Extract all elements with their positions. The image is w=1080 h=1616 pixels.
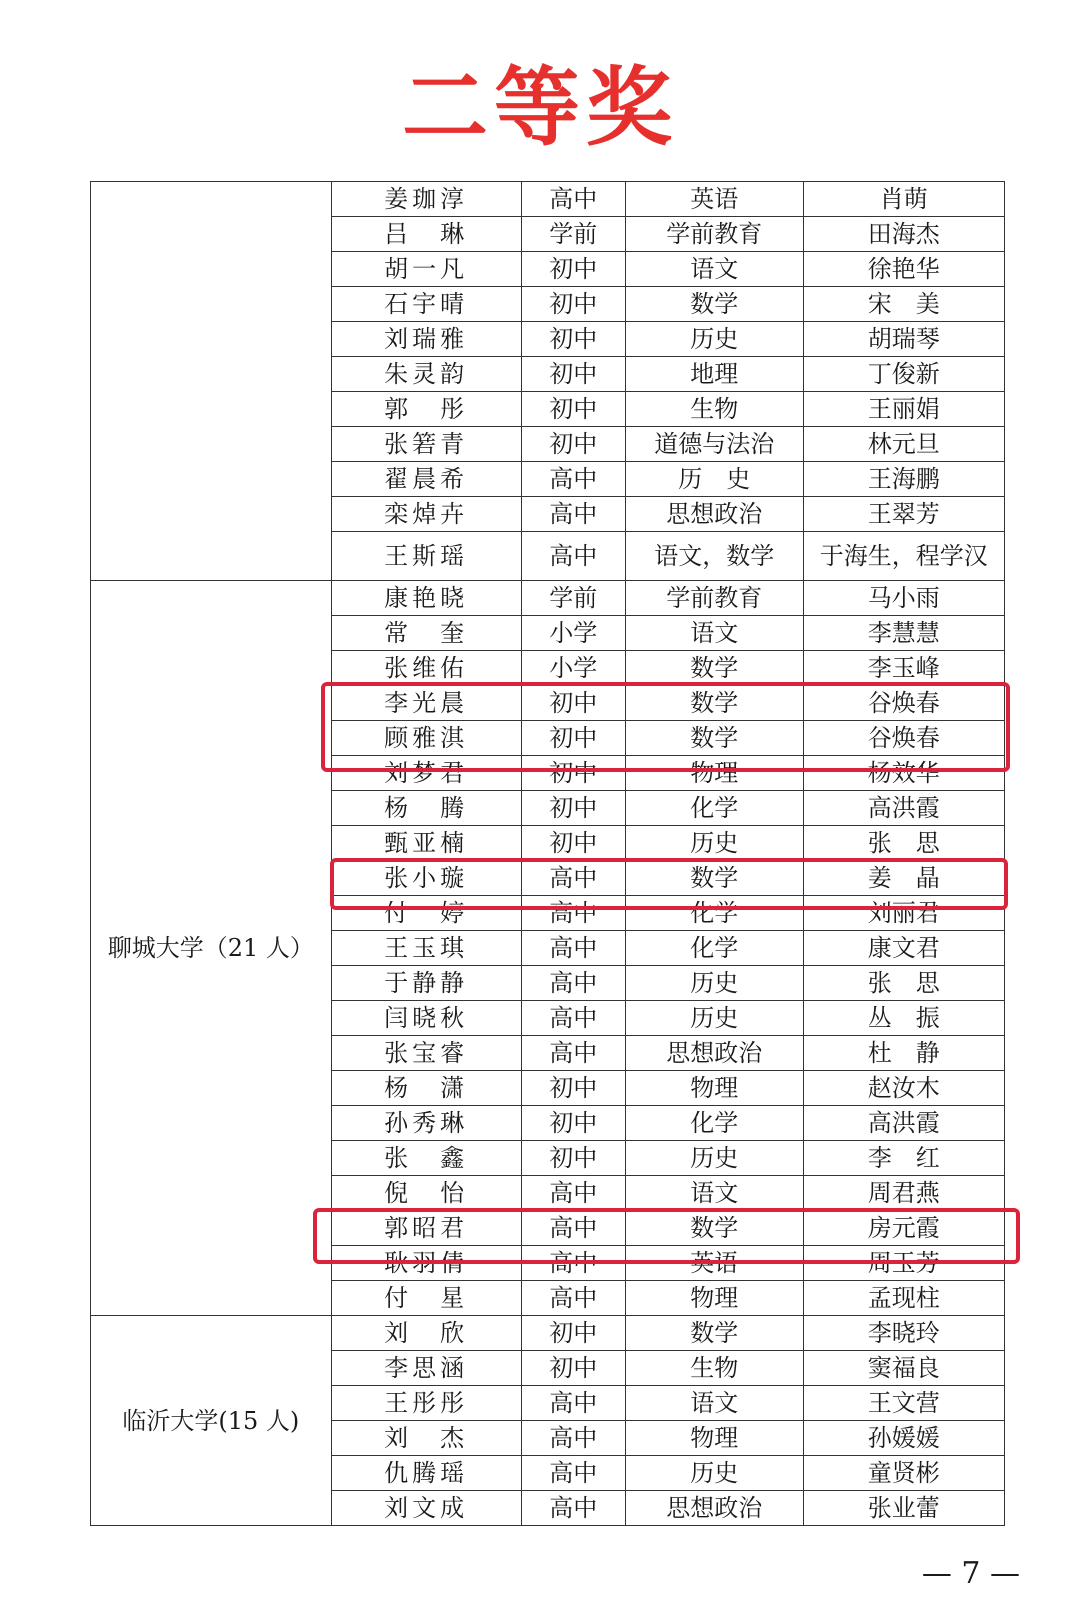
- school-cell: 临沂大学(15 人): [91, 1316, 332, 1526]
- school-stage-cell: 小学: [521, 651, 625, 686]
- teacher-cell: 李晓玲: [803, 1316, 1004, 1351]
- school-stage-cell: 高中: [521, 931, 625, 966]
- teacher-cell: 宋 美: [803, 287, 1004, 322]
- student-name-cell: 王斯瑶: [331, 532, 521, 581]
- subject-cell: 数学: [625, 861, 803, 896]
- school-stage-cell: 初中: [521, 721, 625, 756]
- teacher-cell: 王翠芳: [803, 497, 1004, 532]
- student-name-cell: 耿羽倩: [331, 1246, 521, 1281]
- school-stage-cell: 高中: [521, 1281, 625, 1316]
- teacher-cell: 高洪霞: [803, 791, 1004, 826]
- subject-cell: 数学: [625, 721, 803, 756]
- subject-cell: 语文，数学: [625, 532, 803, 581]
- subject-cell: 数学: [625, 287, 803, 322]
- school-stage-cell: 初中: [521, 826, 625, 861]
- award-table-body: [91, 182, 1005, 1526]
- subject-cell: 化学: [625, 1106, 803, 1141]
- teacher-cell: 杜 静: [803, 1036, 1004, 1071]
- subject-cell: 语文: [625, 616, 803, 651]
- student-name-cell: 郭 彤: [331, 392, 521, 427]
- subject-cell: 语文: [625, 1176, 803, 1211]
- subject-cell: 思想政治: [625, 1491, 803, 1526]
- teacher-cell: 康文君: [803, 931, 1004, 966]
- subject-cell: 历史: [625, 1001, 803, 1036]
- teacher-cell: 田海杰: [803, 217, 1004, 252]
- subject-cell: 英语: [625, 182, 803, 217]
- table-row: [91, 1316, 1005, 1351]
- school-stage-cell: 高中: [521, 1001, 625, 1036]
- school-stage-cell: 高中: [521, 1456, 625, 1491]
- subject-cell: 化学: [625, 896, 803, 931]
- teacher-cell: 张业蕾: [803, 1491, 1004, 1526]
- school-stage-cell: 初中: [521, 1106, 625, 1141]
- student-name-cell: 甄亚楠: [331, 826, 521, 861]
- teacher-cell: 王丽娟: [803, 392, 1004, 427]
- subject-cell: 历史: [625, 826, 803, 861]
- student-name-cell: 张维佑: [331, 651, 521, 686]
- award-table: [90, 181, 1005, 1526]
- subject-cell: 语文: [625, 1386, 803, 1421]
- school-stage-cell: 小学: [521, 616, 625, 651]
- student-name-cell: 杨 腾: [331, 791, 521, 826]
- school-stage-cell: 初中: [521, 756, 625, 791]
- student-name-cell: 刘瑞雅: [331, 322, 521, 357]
- subject-cell: 历史: [625, 322, 803, 357]
- student-name-cell: 康艳晓: [331, 581, 521, 616]
- student-name-cell: 于静静: [331, 966, 521, 1001]
- school-stage-cell: 高中: [521, 1246, 625, 1281]
- school-stage-cell: 初中: [521, 427, 625, 462]
- school-stage-cell: 高中: [521, 1036, 625, 1071]
- student-name-cell: 石宇晴: [331, 287, 521, 322]
- student-name-cell: 郭昭君: [331, 1211, 521, 1246]
- school-cell: [91, 182, 332, 581]
- school-stage-cell: 学前: [521, 217, 625, 252]
- school-stage-cell: 高中: [521, 462, 625, 497]
- school-stage-cell: 初中: [521, 287, 625, 322]
- student-name-cell: 张箬青: [331, 427, 521, 462]
- student-name-cell: 刘 欣: [331, 1316, 521, 1351]
- subject-cell: 语文: [625, 252, 803, 287]
- school-stage-cell: 初中: [521, 1316, 625, 1351]
- school-stage-cell: 初中: [521, 252, 625, 287]
- teacher-cell: 谷焕春: [803, 686, 1004, 721]
- school-stage-cell: 初中: [521, 791, 625, 826]
- teacher-cell: 姜 晶: [803, 861, 1004, 896]
- school-stage-cell: 初中: [521, 686, 625, 721]
- teacher-cell: 林元旦: [803, 427, 1004, 462]
- page-number: — 7 —: [921, 1556, 1020, 1591]
- teacher-cell: 谷焕春: [803, 721, 1004, 756]
- teacher-cell: 李 红: [803, 1141, 1004, 1176]
- school-stage-cell: 高中: [521, 1176, 625, 1211]
- subject-cell: 物理: [625, 1071, 803, 1106]
- student-name-cell: 吕 琳: [331, 217, 521, 252]
- subject-cell: 历 史: [625, 462, 803, 497]
- student-name-cell: 张宝睿: [331, 1036, 521, 1071]
- school-stage-cell: 学前: [521, 581, 625, 616]
- subject-cell: 物理: [625, 1281, 803, 1316]
- teacher-cell: 丁俊新: [803, 357, 1004, 392]
- subject-cell: 数学: [625, 686, 803, 721]
- subject-cell: 数学: [625, 1211, 803, 1246]
- teacher-cell: 李玉峰: [803, 651, 1004, 686]
- student-name-cell: 顾雅淇: [331, 721, 521, 756]
- student-name-cell: 倪 怡: [331, 1176, 521, 1211]
- teacher-cell: 周君燕: [803, 1176, 1004, 1211]
- table-row: [91, 581, 1005, 616]
- student-name-cell: 胡一凡: [331, 252, 521, 287]
- subject-cell: 历史: [625, 1456, 803, 1491]
- student-name-cell: 仇腾瑶: [331, 1456, 521, 1491]
- student-name-cell: 张小璇: [331, 861, 521, 896]
- teacher-cell: 刘丽君: [803, 896, 1004, 931]
- school-stage-cell: 高中: [521, 1386, 625, 1421]
- school-stage-cell: 初中: [521, 1351, 625, 1386]
- table-row: [91, 182, 1005, 217]
- subject-cell: 物理: [625, 756, 803, 791]
- school-stage-cell: 高中: [521, 966, 625, 1001]
- student-name-cell: 李光晨: [331, 686, 521, 721]
- teacher-cell: 窦福良: [803, 1351, 1004, 1386]
- student-name-cell: 刘梦君: [331, 756, 521, 791]
- student-name-cell: 付 星: [331, 1281, 521, 1316]
- school-stage-cell: 高中: [521, 1421, 625, 1456]
- teacher-cell: 赵汝木: [803, 1071, 1004, 1106]
- teacher-cell: 于海生，程学汉: [803, 532, 1004, 581]
- subject-cell: 数学: [625, 651, 803, 686]
- subject-cell: 历史: [625, 1141, 803, 1176]
- student-name-cell: 刘 杰: [331, 1421, 521, 1456]
- teacher-cell: 李慧慧: [803, 616, 1004, 651]
- student-name-cell: 翟晨希: [331, 462, 521, 497]
- school-cell: 聊城大学（21 人）: [91, 581, 332, 1316]
- school-stage-cell: 初中: [521, 1141, 625, 1176]
- subject-cell: 物理: [625, 1421, 803, 1456]
- school-stage-cell: 高中: [521, 497, 625, 532]
- student-name-cell: 李思涵: [331, 1351, 521, 1386]
- subject-cell: 生物: [625, 392, 803, 427]
- subject-cell: 学前教育: [625, 217, 803, 252]
- student-name-cell: 朱灵韵: [331, 357, 521, 392]
- student-name-cell: 常 奎: [331, 616, 521, 651]
- school-stage-cell: 高中: [521, 532, 625, 581]
- teacher-cell: 周玉芳: [803, 1246, 1004, 1281]
- subject-cell: 数学: [625, 1316, 803, 1351]
- school-stage-cell: 高中: [521, 182, 625, 217]
- page-title: 二等奖: [402, 58, 678, 158]
- teacher-cell: 胡瑞琴: [803, 322, 1004, 357]
- school-stage-cell: 初中: [521, 357, 625, 392]
- teacher-cell: 孙媛媛: [803, 1421, 1004, 1456]
- subject-cell: 道德与法治: [625, 427, 803, 462]
- subject-cell: 思想政治: [625, 497, 803, 532]
- school-stage-cell: 初中: [521, 322, 625, 357]
- student-name-cell: 王玉琪: [331, 931, 521, 966]
- teacher-cell: 张 思: [803, 966, 1004, 1001]
- teacher-cell: 马小雨: [803, 581, 1004, 616]
- teacher-cell: 王海鹏: [803, 462, 1004, 497]
- teacher-cell: 丛 振: [803, 1001, 1004, 1036]
- subject-cell: 生物: [625, 1351, 803, 1386]
- student-name-cell: 栾焯卉: [331, 497, 521, 532]
- subject-cell: 地理: [625, 357, 803, 392]
- teacher-cell: 房元霞: [803, 1211, 1004, 1246]
- teacher-cell: 杨效华: [803, 756, 1004, 791]
- school-stage-cell: 高中: [521, 861, 625, 896]
- student-name-cell: 闫晓秋: [331, 1001, 521, 1036]
- teacher-cell: 肖萌: [803, 182, 1004, 217]
- teacher-cell: 王文营: [803, 1386, 1004, 1421]
- subject-cell: 化学: [625, 791, 803, 826]
- student-name-cell: 孙秀琳: [331, 1106, 521, 1141]
- teacher-cell: 徐艳华: [803, 252, 1004, 287]
- student-name-cell: 刘文成: [331, 1491, 521, 1526]
- student-name-cell: 杨 潇: [331, 1071, 521, 1106]
- subject-cell: 化学: [625, 931, 803, 966]
- student-name-cell: 王彤彤: [331, 1386, 521, 1421]
- subject-cell: 思想政治: [625, 1036, 803, 1071]
- student-name-cell: 姜珈淳: [331, 182, 521, 217]
- teacher-cell: 张 思: [803, 826, 1004, 861]
- subject-cell: 学前教育: [625, 581, 803, 616]
- school-stage-cell: 高中: [521, 896, 625, 931]
- student-name-cell: 付 婷: [331, 896, 521, 931]
- student-name-cell: 张 鑫: [331, 1141, 521, 1176]
- school-stage-cell: 高中: [521, 1211, 625, 1246]
- school-stage-cell: 高中: [521, 1491, 625, 1526]
- school-stage-cell: 初中: [521, 392, 625, 427]
- teacher-cell: 高洪霞: [803, 1106, 1004, 1141]
- teacher-cell: 孟现柱: [803, 1281, 1004, 1316]
- teacher-cell: 童贤彬: [803, 1456, 1004, 1491]
- subject-cell: 历史: [625, 966, 803, 1001]
- school-stage-cell: 初中: [521, 1071, 625, 1106]
- subject-cell: 英语: [625, 1246, 803, 1281]
